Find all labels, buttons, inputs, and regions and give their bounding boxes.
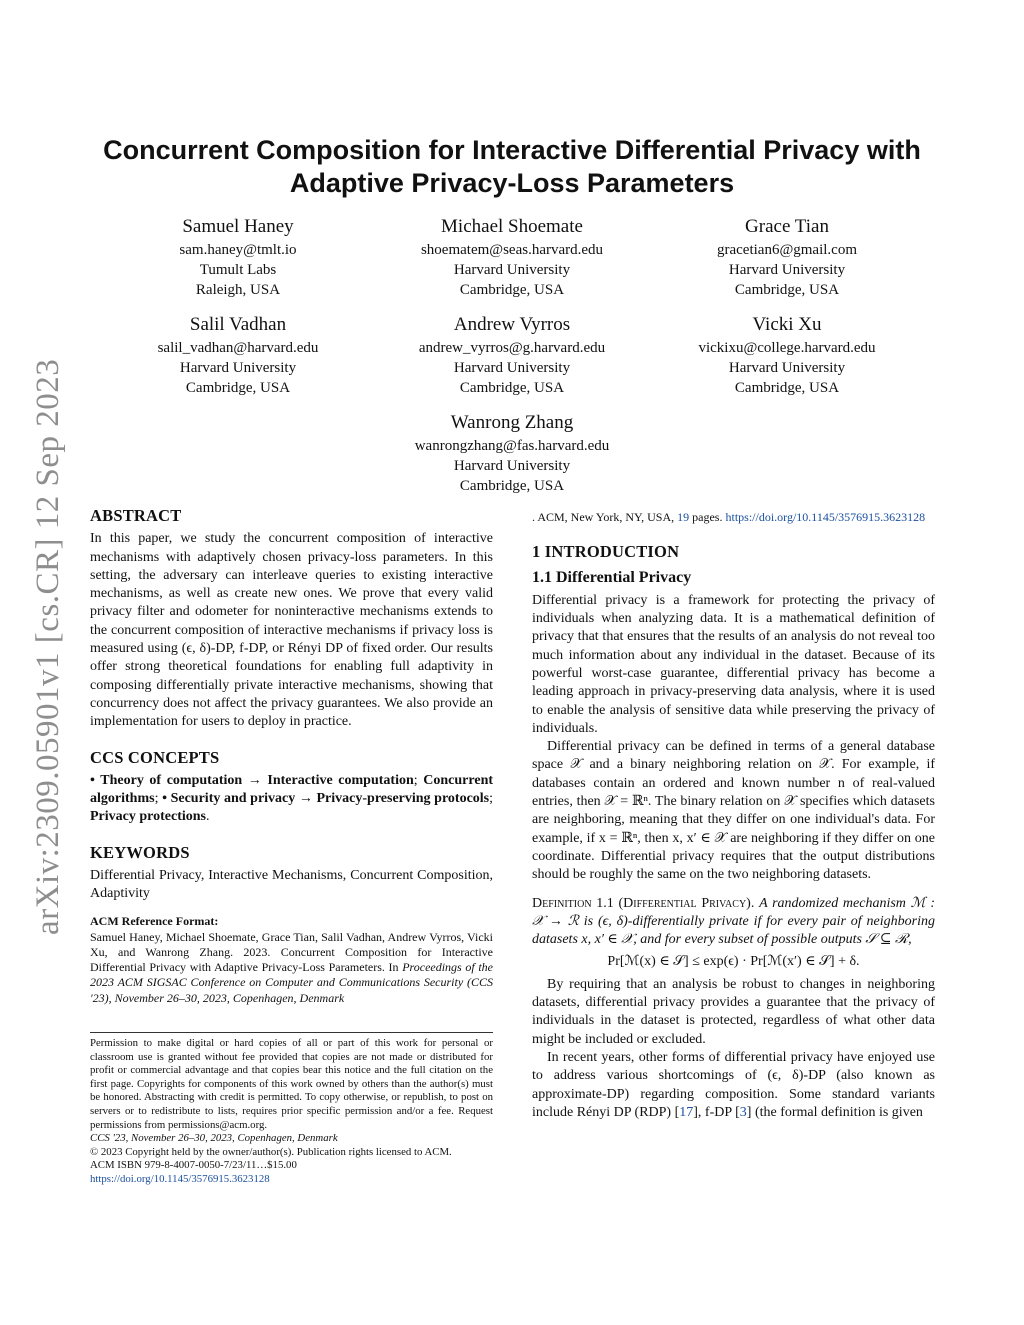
author-block xyxy=(637,215,937,300)
author-name: Samuel Haney xyxy=(182,216,294,237)
arxiv-stamp: arXiv:2309.05901v1 [cs.CR] 12 Sep 2023 xyxy=(30,358,66,935)
author-affiliation: Harvard University xyxy=(728,262,846,278)
abstract-heading: ABSTRACT xyxy=(90,506,182,525)
acm-reference-text: Samuel Haney, Michael Shoemate, Grace Tian, Salil Vadhan, Andrew Vyrros, Vicki Xu, and Wanrong Zhang. 2023. Concurrent Composition for Interactive Differential Privacy with Adaptive Privacy-Loss Parameters. In xyxy=(90,929,493,975)
acm-reference-venue: Proceedings of the 2023 ACM SIGSAC Conference on Computer and Communications Security (CCS '23), November 26–30, 2023, Copenhagen, Denmark xyxy=(90,960,493,1005)
author-affiliation: Tumult Labs xyxy=(199,262,277,278)
author-block xyxy=(88,313,388,398)
author-name: Salil Vadhan xyxy=(189,314,287,335)
ccs-term: • Security and privacy xyxy=(162,791,296,807)
acm-reference-tail: . ACM, New York, NY, USA, xyxy=(532,510,678,524)
copyright-line: © 2023 Copyright held by the owner/author(s). Publication rights licensed to ACM. xyxy=(90,1145,452,1158)
ccs-end: . xyxy=(206,809,210,825)
author-email: sam.haney@tmlt.io xyxy=(179,242,297,258)
paragraph: By requiring that an analysis be robust to changes in neighboring datasets, differential privacy provides a guarantee that the privacy of individuals in the dataset is protected, regardless of what other data might be included or excluded. xyxy=(532,976,935,1047)
citation-link[interactable]: 17 xyxy=(679,1104,694,1120)
author-name: Grace Tian xyxy=(745,216,829,237)
acm-reference-heading: ACM Reference Format: xyxy=(90,913,219,928)
permission-block xyxy=(90,1032,493,1187)
conference-line: CCS '23, November 26–30, 2023, Copenhagen, Denmark xyxy=(90,1132,338,1145)
author-email: gracetian6@gmail.com xyxy=(716,242,857,258)
paragraph xyxy=(532,1049,935,1122)
paper-title xyxy=(60,134,964,200)
citation-link[interactable]: 3 xyxy=(739,1104,747,1120)
paragraph: Differential privacy can be defined in terms of a general database space 𝒳 and a binary neighboring relation on 𝒳. For example, if databases contain an ordered and known number n of real-valued entries, then 𝒳 = ℝⁿ. The binary relation on 𝒳 specifies which datasets are neighboring, meaning that they differ on one individual's data. For example, if x = ℝⁿ, then x, x′ ∈ 𝒳 are neighboring if they differ on one coordinate. Differential privacy requires that the output distributions should be roughly the same on the two neighboring datasets. xyxy=(532,739,935,883)
right-column xyxy=(532,510,935,1122)
author-name: Wanrong Zhang xyxy=(450,412,574,433)
author-block xyxy=(362,411,662,496)
ccs-separator: ; xyxy=(413,772,424,788)
keywords-text: Differential Privacy, Interactive Mechanisms, Concurrent Composition, Adaptivity xyxy=(90,868,493,902)
paragraph-text: In recent years, other forms of differential privacy have enjoyed use to address various shortcomings of (ϵ, δ)-DP (also known as approximate-DP) regarding composition. Some standard variants include Rényi DP (RDP) [ xyxy=(532,1049,935,1120)
definition-label: Definition 1.1 (Differential Privacy). xyxy=(532,895,755,911)
acm-reference-continued xyxy=(532,510,935,525)
keywords-heading: KEYWORDS xyxy=(90,842,190,862)
author-location: Cambridge, USA xyxy=(459,282,565,298)
author-location: Cambridge, USA xyxy=(734,380,840,396)
doi-link[interactable]: https://doi.org/10.1145/3576915.3623128 xyxy=(90,1172,270,1185)
author-email: shoematem@seas.harvard.edu xyxy=(420,242,604,258)
author-block xyxy=(88,215,388,300)
author-email: salil_vadhan@harvard.edu xyxy=(157,340,319,356)
ccs-separator: ; xyxy=(489,791,494,807)
ccs-arrow: → xyxy=(295,791,317,807)
isbn-line: ACM ISBN 979-8-4007-0050-7/23/11…$15.00 xyxy=(90,1159,297,1172)
paragraph-text: ] (the formal definition is given xyxy=(746,1104,923,1120)
ccs-term: Privacy protections xyxy=(90,809,206,825)
footnote-rule xyxy=(90,1032,493,1033)
ccs-term: Concurrent algorithms xyxy=(90,772,494,807)
author-location: Raleigh, USA xyxy=(195,282,281,298)
equation: Pr[ℳ(x) ∈ 𝒮] ≤ exp(ϵ) · Pr[ℳ(x′) ∈ 𝒮] + δ. xyxy=(607,954,860,970)
author-affiliation: Harvard University xyxy=(453,262,571,278)
title-line-2: Adaptive Privacy-Loss Parameters xyxy=(289,168,735,198)
author-block xyxy=(362,215,662,300)
author-name: Michael Shoemate xyxy=(441,216,583,237)
page-count-link[interactable]: 19 xyxy=(677,510,690,524)
section-heading-introduction: 1 INTRODUCTION xyxy=(532,542,680,562)
reference-doi-link[interactable]: https://doi.org/10.1145/3576915.3623128 xyxy=(725,510,926,524)
ccs-arrow: → xyxy=(242,772,268,788)
author-block xyxy=(362,313,662,398)
ccs-term: • Theory of computation xyxy=(90,772,243,788)
permission-text: Permission to make digital or hard copies of all or part of this work for personal or classroom use is granted without fee provided that copies are not made or distributed for profit or commercial advantage and that copies bear this notice and the full citation on the first page. Copyrights for components of this work owned by others than the author(s) must be honored. Abstracting with credit is permitted. To copy otherwise, or republish, to post on servers or to redistribute to lists, requires prior specific permission and/or a fee. Request permissions from permissions@acm.org. xyxy=(90,1037,493,1131)
ccs-term: Privacy-preserving protocols xyxy=(316,791,490,807)
ccs-term: Interactive computation xyxy=(267,772,414,788)
subsection-heading-differential-privacy: 1.1 Differential Privacy xyxy=(532,568,692,586)
definition-block xyxy=(532,895,935,950)
author-email: vickixu@college.harvard.edu xyxy=(698,340,876,356)
paragraph-text: ], f-DP [ xyxy=(693,1104,740,1120)
paragraph: Differential privacy is a framework for protecting the privacy of individuals when analyzing data. It is a mathematical definition of privacy that that ensures that the results of an analysis do not reveal too much information about any individual in the dataset. Because of its powerful worst-case guarantee, differential privacy has become a leading approach in privacy-preserving data analysis, where it is used to enable the analysis of sensitive data while preserving the privacy of individuals. xyxy=(532,592,935,736)
author-affiliation: Harvard University xyxy=(179,360,297,376)
pages-suffix: pages. xyxy=(689,510,726,524)
author-block xyxy=(637,313,937,398)
author-email: andrew_vyrros@g.harvard.edu xyxy=(418,340,606,356)
definition-text: A randomized mechanism ℳ : 𝒳 → ℛ is (ϵ, δ)-differentially private if for every pair of neighboring datasets x, x′ ∈ 𝒳, and for every subset of possible outputs 𝒮 ⊆ ℛ, xyxy=(532,895,936,948)
ccs-concepts xyxy=(90,772,493,827)
title-line-1: Concurrent Composition for Interactive Differential Privacy with xyxy=(103,135,921,165)
author-name: Vicki Xu xyxy=(752,314,822,335)
author-affiliation: Harvard University xyxy=(453,458,571,474)
author-location: Cambridge, USA xyxy=(459,380,565,396)
author-location: Cambridge, USA xyxy=(734,282,840,298)
ccs-heading: CCS CONCEPTS xyxy=(90,747,220,767)
author-affiliation: Harvard University xyxy=(453,360,571,376)
ccs-separator: ; xyxy=(154,791,163,807)
acm-reference xyxy=(90,914,493,1006)
author-name: Andrew Vyrros xyxy=(453,314,571,335)
author-email: wanrongzhang@fas.harvard.edu xyxy=(414,438,610,454)
author-location: Cambridge, USA xyxy=(459,478,565,494)
author-affiliation: Harvard University xyxy=(728,360,846,376)
left-column xyxy=(90,507,493,1006)
author-location: Cambridge, USA xyxy=(185,380,291,396)
abstract-text: In this paper, we study the concurrent composition of interactive mechanisms with adaptively chosen privacy-loss parameters. In this setting, the adversary can interleave queries to existing interactive mechanisms, as well as create new ones. We prove that every valid privacy filter and odometer for noninteractive mechanisms extends to the concurrent composition of interactive mechanisms if privacy loss is measured using (ϵ, δ)-DP, f-DP, or Rényi DP of fixed order. Our results offer strong theoretical foundations for enabling full adaptivity in composing differentially private interactive mechanisms, showing that concurrency does not affect the privacy guarantees. We also provide an implementation for users to deploy in practice. xyxy=(90,531,493,730)
